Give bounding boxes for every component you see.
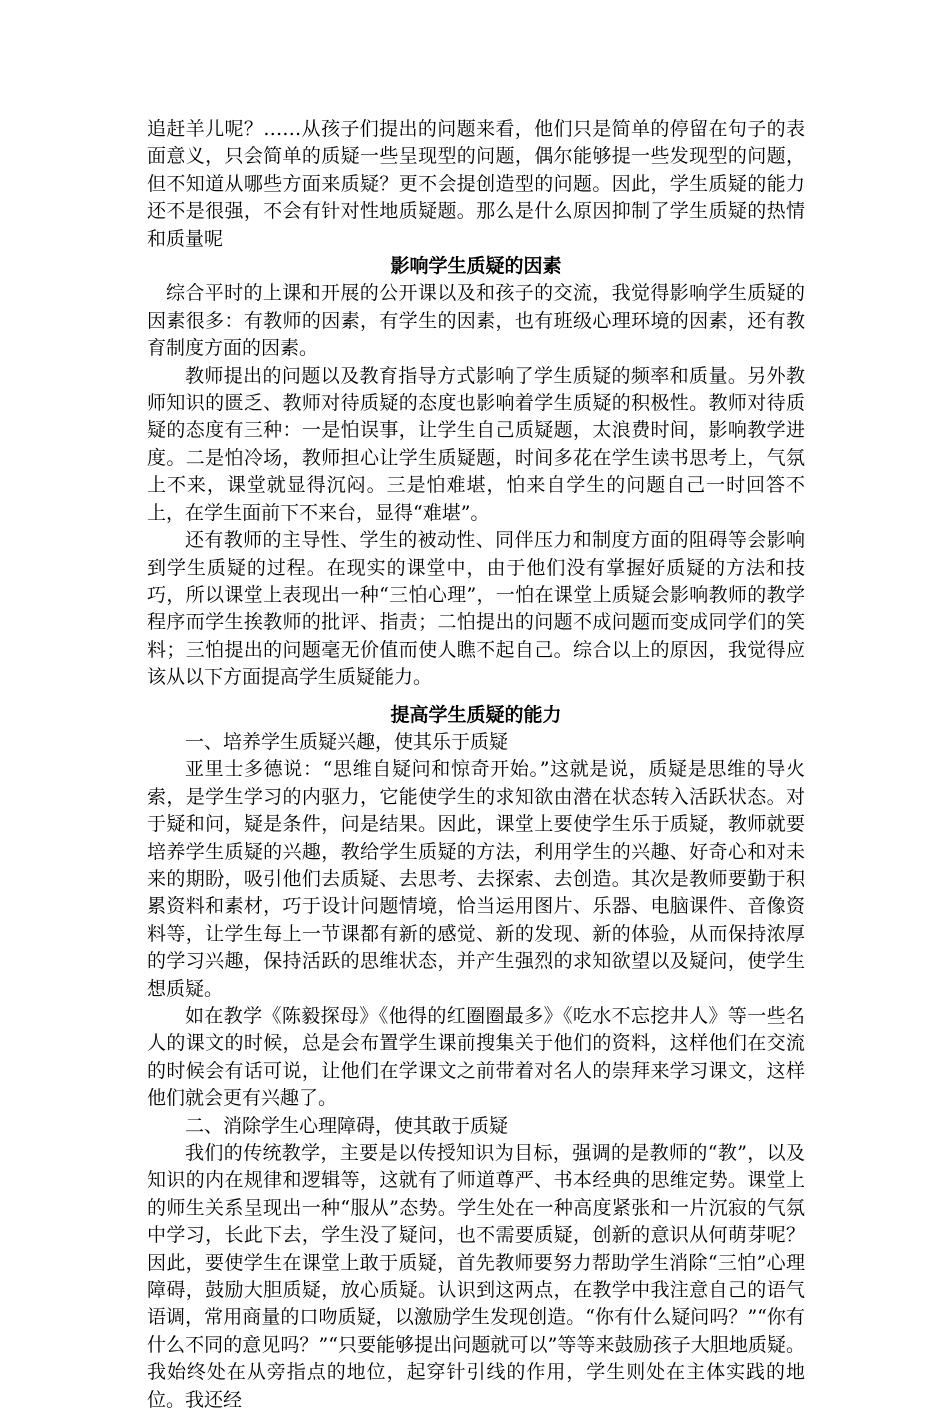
- paragraph-barrier: 我们的传统教学，主要是以传授知识为目标，强调的是教师的“教”，以及知识的内在规律和逻辑等，这就有了师道尊严、书本经典的思维定势。课堂上的师生关系呈现出一种“服从”态势。学生处在一种高度紧张和一片沉寂的气氛中学习，长此下去，学生没了疑问，也不需要质疑，创新的意识从何萌芽呢？因此，要使学生在课堂上敢于质疑，首先教师要努力帮助学生消除“三怕”心理障碍，鼓励大胆质疑，放心质疑。认识到这两点，在教学中我注意自己的语气语调，常用商量的口吻质疑，以激励学生发现创造。“你有什么疑问吗？”“你有什么不同的意见吗？”“只要能够提出问题就可以”等等来鼓励孩子大胆地质疑。我始终处在从旁指点的地位，起穿针引线的作用，学生则处在主体实践的地位。我还经: [147, 1142, 805, 1411]
- section-heading-factors: 影响学生质疑的因素: [390, 255, 562, 278]
- document-page: [147, 116, 805, 1414]
- paragraph-factors-overview: 综合平时的上课和开展的公开课以及和孩子的交流，我觉得影响学生质疑的因素很多：有教师的因素，有学生的因素，也有班级心理环境的因素，还有教育制度方面的因素。: [147, 282, 805, 360]
- subheading-barrier: 二、消除学生心理障碍，使其敢于质疑: [185, 1114, 509, 1137]
- section-heading-improve: 提高学生质疑的能力: [390, 703, 562, 726]
- paragraph-interest: 亚里士多德说：“思维自疑问和惊奇开始。”这就是说，质疑是思维的导火索，是学生学习的内驱力，它能使学生的求知欲由潜在状态转入活跃状态。对于疑和问，疑是条件，问是结果。因此，课堂上要使学生乐于质疑，教师就要培养学生质疑的兴趣，教给学生质疑的方法，利用学生的兴趣、好奇心和对未来的期盼，吸引他们去质疑、去思考、去探索、去创造。其次是教师要勤于积累资料和素材，巧于设计问题情境，恰当运用图片、乐器、电脑课件、音像资料等，让学生每上一节课都有新的感觉、新的发现、新的体验，从而保持浓厚的学习兴趣，保持活跃的思维状态，并产生强烈的求知欲望以及疑问，使学生想质疑。: [147, 758, 805, 1000]
- subheading-interest: 一、培养学生质疑兴趣，使其乐于质疑: [185, 730, 509, 753]
- paragraph-intro-continued: 追赶羊儿呢？……从孩子们提出的问题来看，他们只是简单的停留在句子的表面意义，只会简单的质疑一些呈现型的问题，偶尔能够提一些发现型的问题，但不知道从哪些方面来质疑？更不会提创造型的问题。因此，学生质疑的能力还不是很强，不会有针对性地质疑题。那么是什么原因抑制了学生质疑的热情和质量呢: [147, 118, 805, 250]
- paragraph-example: 如在教学《陈毅探母》《他得的红圈圈最多》《吃水不忘挖井人》等一些名人的课文的时候，总是会布置学生课前搜集关于他们的资料，这样他们在交流的时候会有话可说，让他们在学课文之前带着对名人的崇拜来学习课文，这样他们就会更有兴趣了。: [147, 1005, 805, 1110]
- paragraph-student-factors: 还有教师的主导性、学生的被动性、同伴压力和制度方面的阻碍等会影响到学生质疑的过程。在现实的课堂中，由于他们没有掌握好质疑的方法和技巧，所以课堂上表现出一种“三怕心理”，一怕在课堂上质疑会影响教师的教学程序而学生挨教师的批评、指责；二怕提出的问题不成问题而变成同学们的笑料；三怕提出的问题毫无价值而使人瞧不起自己。综合以上的原因，我觉得应该从以下方面提高学生质疑能力。: [147, 529, 805, 689]
- paragraph-teacher-factors: 教师提出的问题以及教育指导方式影响了学生质疑的频率和质量。另外教师知识的匮乏、教师对待质疑的态度也影响着学生质疑的积极性。教师对待质疑的态度有三种：一是怕误事，让学生自己质疑题，太浪费时间，影响教学进度。二是怕冷场，教师担心让学生质疑题，时间多花在学生读书思考上，气氛上不来，课堂就显得沉闷。三是怕难堪，怕来自学生的问题自己一时回答不上，在学生面前下不来台，显得“难堪”。: [147, 364, 805, 524]
